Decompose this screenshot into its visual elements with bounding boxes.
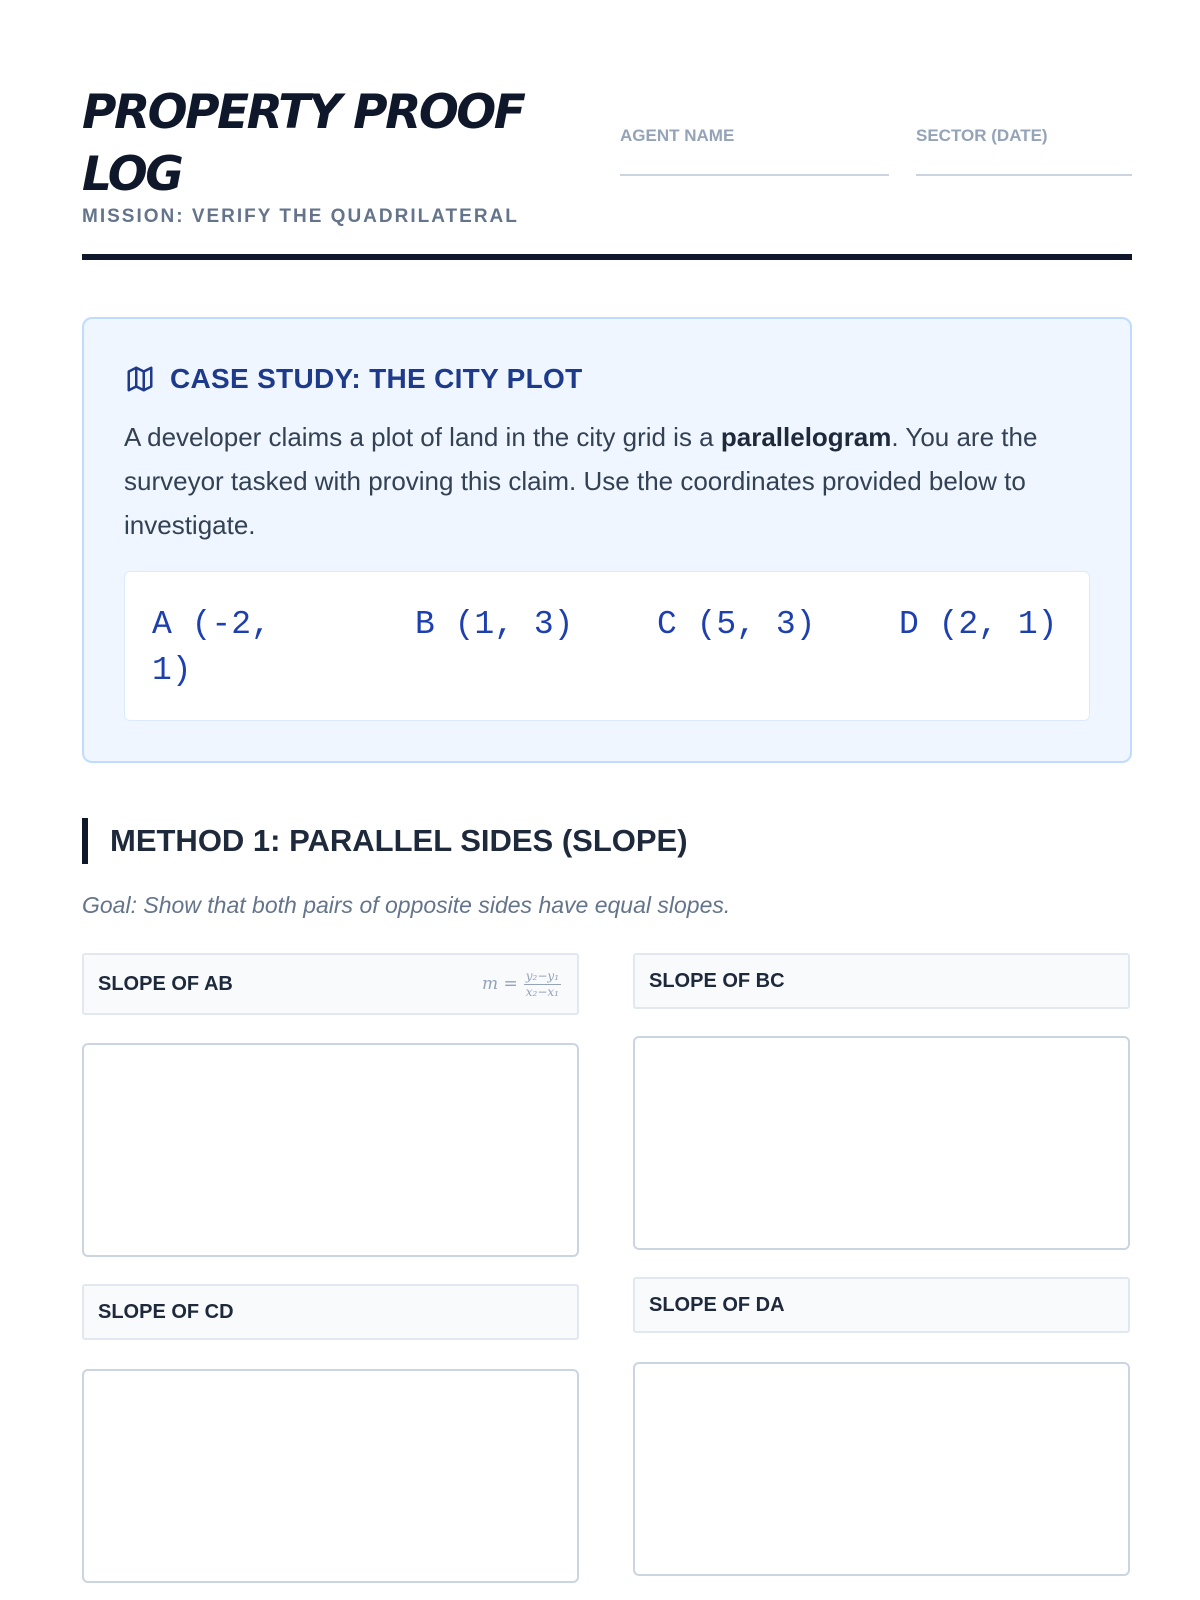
case-study-card [82,317,1132,763]
case-study-title: CASE STUDY: THE CITY PLOT [170,363,583,394]
slope-bc-label: SLOPE OF BC [649,969,785,992]
worksheet-header [82,82,1132,262]
method-heading: METHOD 1: PARALLEL SIDES (SLOPE) [82,818,688,864]
slope-bc-header [633,953,1130,1009]
header-divider [82,254,1132,260]
formula-numerator: y₂−y₁ [525,968,559,983]
case-study-heading [124,363,583,395]
formula-denominator: x₂−x₁ [525,984,559,999]
map-icon [124,364,156,394]
mission-subtitle: MISSION: VERIFY THE QUADRILATERAL [82,206,519,227]
case-study-description [124,415,1094,547]
coordinates-box [124,571,1090,721]
point-c: C (5, 3) [657,606,816,643]
case-text-emphasis: parallelogram [720,422,892,452]
agent-name-label: AGENT NAME [620,126,735,145]
point-a: A (-2, 1) [152,606,271,689]
slope-bc-answer-box[interactable] [633,1036,1130,1250]
slope-da-header [633,1277,1130,1333]
sector-date-field[interactable] [916,126,1132,176]
slope-da-label: SLOPE OF DA [649,1293,785,1316]
slope-ab-label: SLOPE OF AB [98,972,233,995]
case-text-end: . You are the surveyor tasked with proving this claim. Use the coordinates provided below to investigate. [124,422,1038,540]
slope-formula [482,970,561,999]
point-b: B (1, 3) [415,606,574,643]
point-d: D (2, 1) [899,606,1058,643]
formula-fraction [524,970,561,999]
slope-cd-header [82,1284,579,1340]
case-text-start: A developer claims a plot of land in the city grid is a [124,422,721,452]
sector-date-label: SECTOR (DATE) [916,126,1048,145]
agent-name-line[interactable] [620,174,889,176]
agent-name-field[interactable] [620,126,889,176]
slope-ab-answer-box[interactable] [82,1043,579,1257]
formula-lhs: m = [481,974,518,994]
slope-cd-answer-box[interactable] [82,1369,579,1583]
slope-ab-header [82,953,579,1015]
page-title: PROPERTY PROOF LOG [82,85,524,202]
slope-da-answer-box[interactable] [633,1362,1130,1576]
sector-date-line[interactable] [916,174,1132,176]
method-goal: Goal: Show that both pairs of opposite sides have equal slopes. [82,892,731,918]
slope-cd-label: SLOPE OF CD [98,1300,234,1323]
